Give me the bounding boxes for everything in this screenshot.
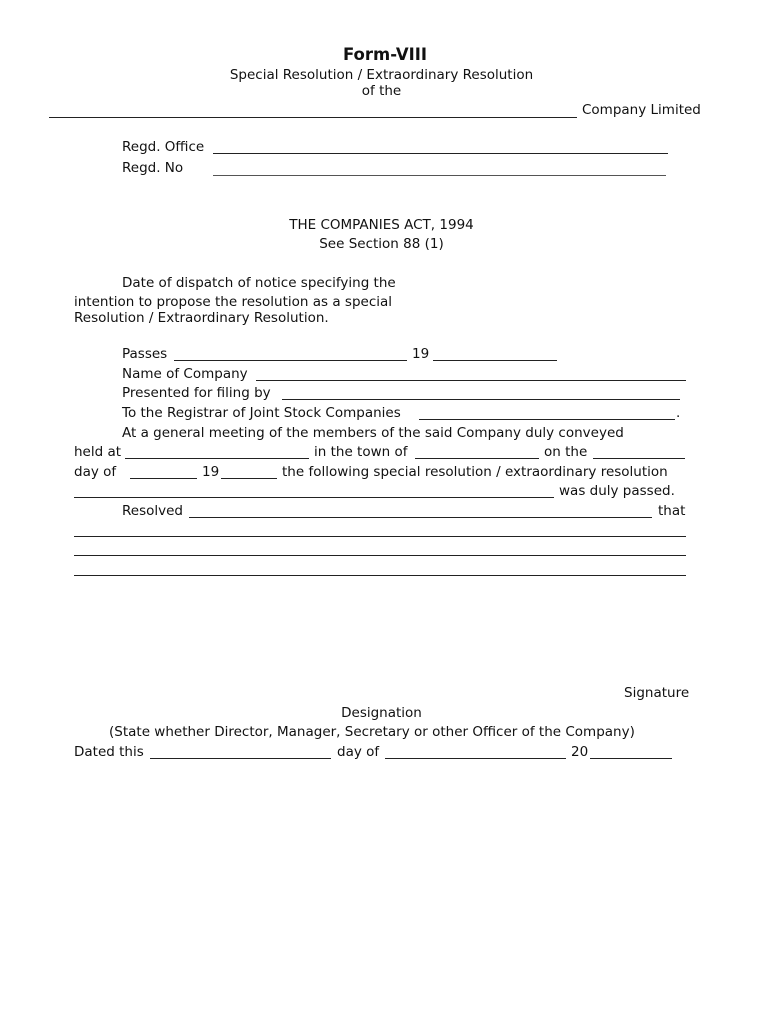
on-the-line[interactable] (593, 458, 685, 459)
registrar-label: To the Registrar of Joint Stock Companies (122, 405, 401, 421)
registrar-line[interactable] (419, 419, 675, 420)
company-limited-label: Company Limited (582, 102, 701, 118)
registrar-end: . (676, 405, 681, 421)
notice-line-1: Date of dispatch of notice specifying the (122, 275, 396, 291)
resolution-text-line-3[interactable] (74, 575, 686, 576)
town-line[interactable] (415, 458, 539, 459)
signature-label: Signature (624, 685, 690, 701)
day-of-label: day of (74, 464, 117, 480)
company-name-line[interactable] (49, 117, 577, 118)
day-of-year-prefix: 19 (202, 464, 220, 480)
dated-this-label: Dated this (74, 744, 144, 760)
held-at-line[interactable] (125, 458, 309, 459)
in-the-town-of-label: in the town of (314, 444, 408, 460)
resolved-label: Resolved (122, 503, 183, 519)
dated-year-line[interactable] (590, 758, 672, 759)
passes-year-line[interactable] (433, 360, 557, 361)
form-subtitle-of-the: of the (361, 83, 402, 99)
resolved-line[interactable] (189, 517, 652, 518)
resolution-text-line-1[interactable] (74, 536, 686, 537)
regd-no-line[interactable] (213, 175, 666, 176)
general-meeting-text: At a general meeting of the members of the said Company duly conveyed (122, 425, 624, 441)
act-title: THE COMPANIES ACT, 1994 (289, 217, 474, 233)
day-of-line[interactable] (130, 478, 197, 479)
notice-line-3: Resolution / Extraordinary Resolution. (74, 310, 329, 326)
regd-office-label: Regd. Office (122, 139, 205, 155)
held-at-label: held at (74, 444, 122, 460)
presented-for-filing-label: Presented for filing by (122, 385, 271, 401)
day-of-year-line[interactable] (221, 478, 277, 479)
form-title: Form-VIII (342, 45, 428, 64)
passes-label: Passes (122, 346, 168, 362)
dated-year-prefix: 20 (571, 744, 589, 760)
that-label: that (658, 503, 686, 519)
dated-day-of-label: day of (337, 744, 380, 760)
designation-label: Designation (341, 705, 422, 721)
form-subtitle: Special Resolution / Extraordinary Resolution (229, 67, 534, 83)
passes-line[interactable] (174, 360, 407, 361)
name-of-company-label: Name of Company (122, 366, 248, 382)
on-the-label: on the (544, 444, 588, 460)
following-resolution-text: the following special resolution / extraordinary resolution (282, 464, 668, 480)
regd-office-line[interactable] (213, 153, 668, 154)
passes-year-prefix: 19 (412, 346, 430, 362)
notice-line-2: intention to propose the resolution as a special (74, 294, 393, 310)
regd-no-label: Regd. No (122, 160, 184, 176)
state-whether-text: (State whether Director, Manager, Secretary or other Officer of the Company) (109, 724, 635, 740)
resolution-line[interactable] (74, 497, 554, 498)
duly-passed-label: was duly passed. (559, 483, 675, 499)
dated-this-line[interactable] (150, 758, 331, 759)
resolution-text-line-2[interactable] (74, 555, 686, 556)
name-of-company-line[interactable] (256, 380, 686, 381)
dated-day-of-line[interactable] (385, 758, 566, 759)
presented-for-filing-line[interactable] (282, 399, 680, 400)
act-section: See Section 88 (1) (319, 236, 444, 252)
